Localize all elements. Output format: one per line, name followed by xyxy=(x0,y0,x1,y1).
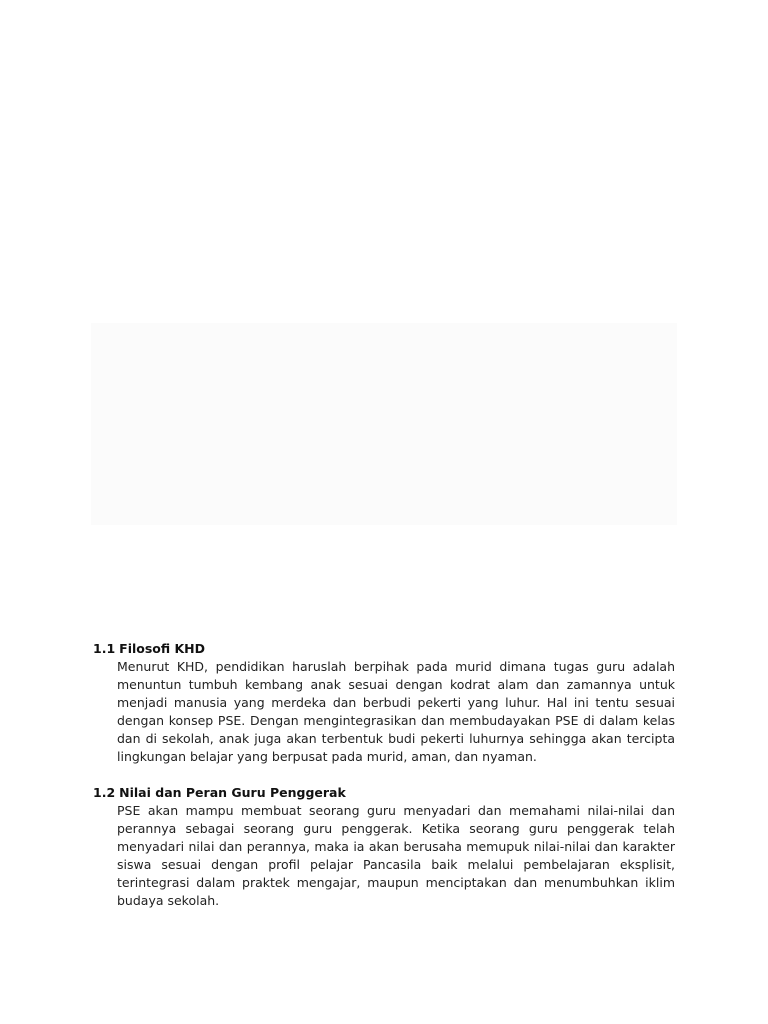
section-heading xyxy=(93,640,675,658)
section-title: Nilai dan Peran Guru Penggerak xyxy=(119,785,346,800)
embedded-image-area xyxy=(91,323,677,525)
section-nilai-peran-guru-penggerak xyxy=(93,784,675,910)
section-title: Filosofi KHD xyxy=(119,641,206,656)
section-number: 1.1 xyxy=(93,641,116,656)
section-body: Menurut KHD, pendidikan haruslah berpihak pada murid dimana tugas guru adalah menuntun tumbuh kembang anak sesuai dengan kodrat alam dan zamannya untuk menjadi manusia yang merdeka dan berbudi pekerti yang luhur. Hal ini tentu sesuai dengan konsep PSE. Dengan mengintegrasikan dan membudayakan PSE di dalam kelas dan di sekolah, anak juga akan terbentuk budi pekerti luhurnya sehingga akan tercipta lingkungan belajar yang berpusat pada murid, aman, dan nyaman. xyxy=(117,659,675,764)
section-filosofi-khd xyxy=(93,640,675,766)
section-heading xyxy=(93,784,675,802)
section-body: PSE akan mampu membuat seorang guru menyadari dan memahami nilai-nilai dan perannya sebagai seorang guru penggerak. Ketika seorang guru penggerak telah menyadari nilai dan perannya, maka ia akan berusaha memupuk nilai-nilai dan karakter siswa sesuai dengan profil pelajar Pancasila baik melalui pembelajaran eksplisit, terintegrasi dalam praktek mengajar, maupun menciptakan dan menumbuhkan iklim budaya sekolah. xyxy=(117,803,675,908)
section-number: 1.2 xyxy=(93,785,116,800)
